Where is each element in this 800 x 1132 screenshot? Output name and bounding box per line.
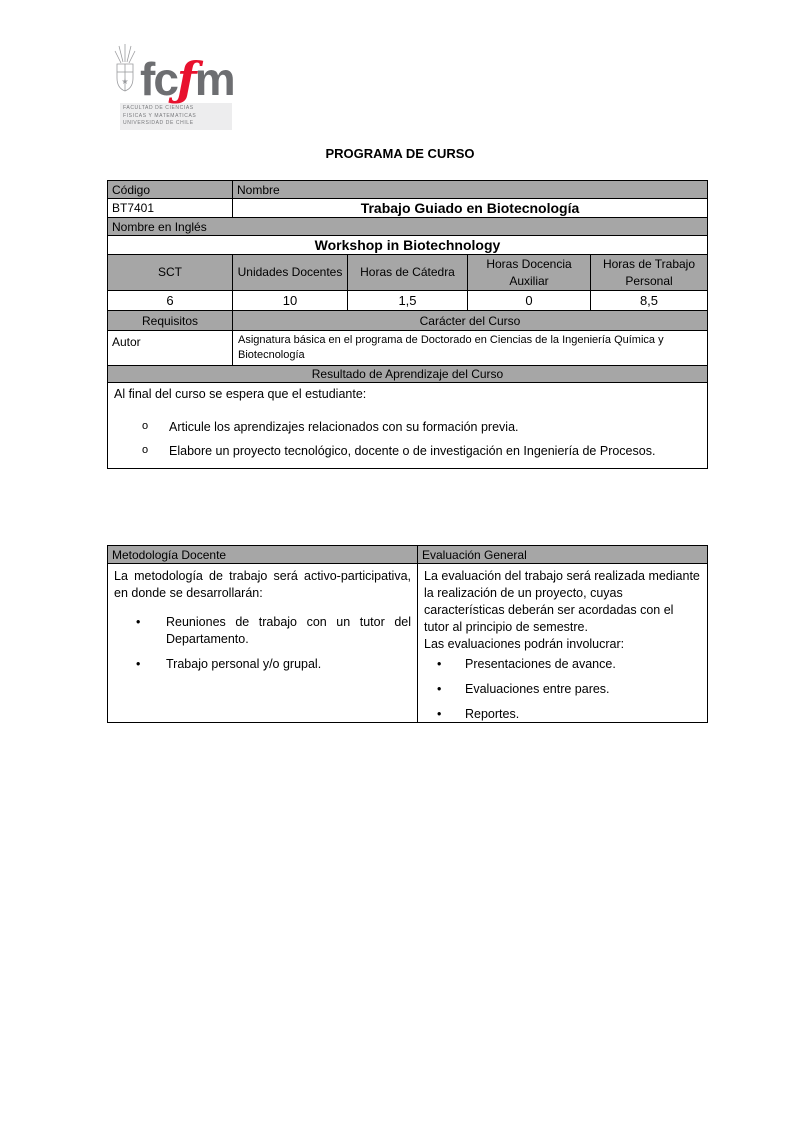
table-row xyxy=(108,564,707,722)
resultado-bullet-list xyxy=(114,419,701,460)
table-row xyxy=(108,199,707,218)
list-item xyxy=(142,419,701,436)
methodology-evaluation-table xyxy=(107,545,708,723)
metodologia-intro: La metodología de trabajo será activo-participativa, en donde se desarrollarán: xyxy=(114,569,411,600)
hours-header-cell: Horas Docencia Auxiliar xyxy=(468,255,591,290)
hours-value-cell: 0 xyxy=(468,291,591,310)
logo-top xyxy=(112,42,242,106)
caracter-value-cell: Asignatura básica en el programa de Doctorado en Ciencias de la Ingeniería Química y Biotecnología xyxy=(238,334,664,361)
metodologia-content-cell xyxy=(108,564,418,722)
course-name-cell: Trabajo Guiado en Biotecnología xyxy=(360,200,580,216)
bullet-marker: • xyxy=(437,657,442,672)
hours-value-cell: 10 xyxy=(233,291,348,310)
bullet-text: Elabore un proyecto tecnológico, docente o de investigación en Ingeniería de Procesos. xyxy=(169,443,656,458)
bullet-text: Reuniones de trabajo con un tutor del Departamento. xyxy=(166,614,411,646)
logo-letter: c xyxy=(153,52,177,105)
bullet-marker: • xyxy=(437,707,442,722)
logo-letter: f xyxy=(140,52,154,105)
bullet-marker: o xyxy=(142,443,149,456)
hours-value-cell: 6 xyxy=(108,291,233,310)
table-row xyxy=(108,291,707,311)
list-item xyxy=(136,614,411,648)
english-name-cell: Workshop in Biotechnology xyxy=(314,237,501,253)
logo-subtitle-line: UNIVERSIDAD DE CHILE xyxy=(123,120,194,126)
table-row xyxy=(108,255,707,291)
course-code-cell: BT7401 xyxy=(108,199,233,217)
list-item xyxy=(437,656,701,673)
evaluacion-paragraph: La evaluación del trabajo será realizada mediante la realización de un proyecto, cuyas características deberán ser acordadas con el tutor al principio de semestre. xyxy=(424,569,700,634)
codigo-header-cell: Código xyxy=(108,181,233,198)
bullet-text: Trabajo personal y/o grupal. xyxy=(166,656,322,671)
resultado-header-cell: Resultado de Aprendizaje del Curso xyxy=(108,366,707,382)
university-crest-icon xyxy=(112,42,138,100)
bullet-marker: • xyxy=(136,614,141,629)
list-item xyxy=(142,443,701,460)
table-row xyxy=(108,546,707,564)
logo-letter: m xyxy=(194,52,234,105)
metodologia-bullet-list xyxy=(114,614,411,673)
table-row xyxy=(108,331,707,366)
bullet-text: Evaluaciones entre pares. xyxy=(465,682,610,697)
table-row xyxy=(108,236,707,255)
course-info-table xyxy=(107,180,708,469)
list-item xyxy=(437,681,701,698)
list-item xyxy=(437,706,701,722)
table-row xyxy=(108,311,707,331)
bullet-marker: • xyxy=(136,656,141,671)
evaluacion-bullet-list xyxy=(424,656,701,722)
metodologia-header-cell: Metodología Docente xyxy=(108,546,418,563)
bullet-text: Reportes. xyxy=(465,707,520,722)
bullet-marker: o xyxy=(142,419,149,432)
evaluacion-content-cell xyxy=(418,564,707,722)
hours-value-cell: 8,5 xyxy=(639,293,659,308)
logo-wordmark xyxy=(140,51,234,106)
logo-letter-red-f: ƒ xyxy=(176,51,195,106)
page-title: PROGRAMA DE CURSO xyxy=(325,146,475,161)
requisitos-header-cell: Requisitos xyxy=(108,311,233,330)
autor-cell: Autor xyxy=(108,331,233,365)
resultado-content-cell xyxy=(108,383,707,468)
hours-header-cell: Unidades Docentes xyxy=(233,255,348,290)
logo-subtitle-line: FISICAS Y MATEMATICAS xyxy=(123,112,197,119)
hours-header-cell: Horas de Trabajo Personal xyxy=(591,255,707,290)
svg-text:★: ★ xyxy=(121,77,129,86)
logo-subtitle-line: FACULTAD DE CIENCIAS xyxy=(123,105,194,111)
list-item xyxy=(136,656,411,673)
table-row xyxy=(108,218,707,236)
caracter-header-cell: Carácter del Curso xyxy=(233,311,707,330)
logo-subtitle xyxy=(120,103,232,130)
evaluacion-header-cell: Evaluación General xyxy=(418,546,707,563)
fcfm-logo xyxy=(112,42,242,130)
hours-header-cell: Horas de Cátedra xyxy=(348,255,468,290)
resultado-intro: Al final del curso se espera que el estudiante: xyxy=(114,387,367,401)
nombre-header-cell: Nombre xyxy=(233,181,707,198)
bullet-text: Presentaciones de avance. xyxy=(465,657,616,672)
table-row xyxy=(108,383,707,468)
bullet-marker: • xyxy=(437,682,442,697)
evaluacion-line: Las evaluaciones podrán involucrar: xyxy=(424,636,625,651)
english-name-header-cell: Nombre en Inglés xyxy=(108,218,707,235)
table-row xyxy=(108,366,707,383)
table-row xyxy=(108,181,707,199)
hours-header-cell: SCT xyxy=(108,255,233,290)
bullet-text: Articule los aprendizajes relacionados con su formación previa. xyxy=(169,419,519,434)
hours-value-cell: 1,5 xyxy=(348,291,468,310)
